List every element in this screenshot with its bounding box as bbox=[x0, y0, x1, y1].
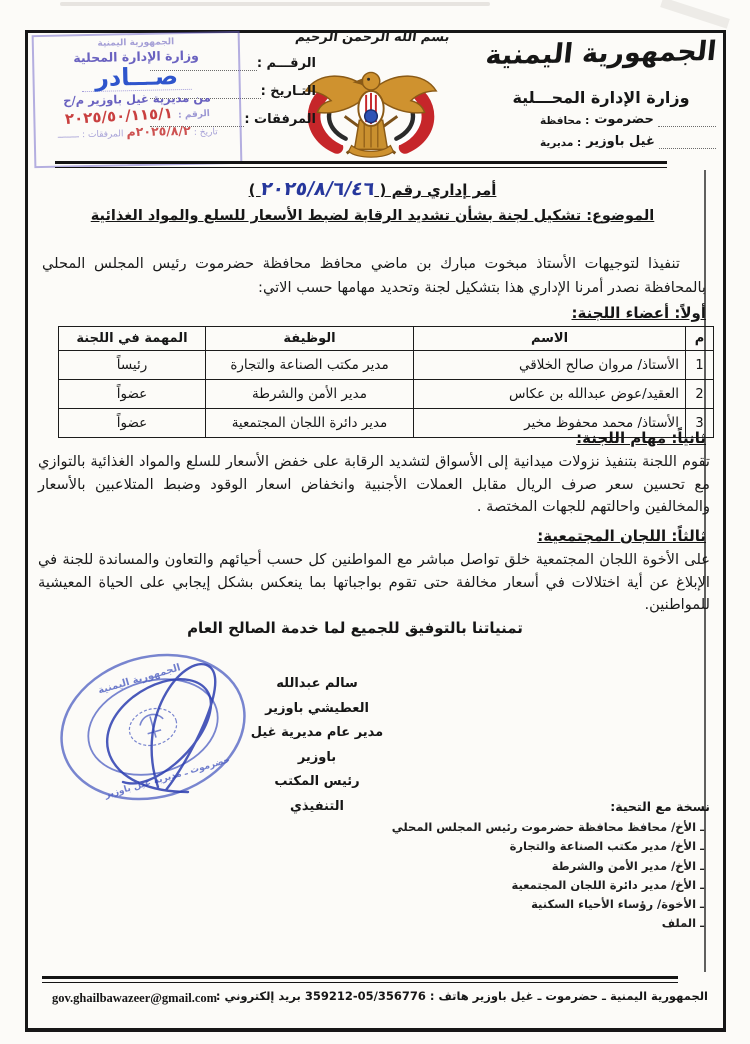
section2-heading bbox=[42, 429, 706, 447]
col-header-role: المهمة في اللجنة bbox=[59, 327, 206, 351]
cell-index: 1 bbox=[686, 351, 714, 380]
order-number-handwritten: ٢٠٢٥/٨/٦/٤٦ bbox=[258, 178, 377, 200]
cell-role: عضواً bbox=[59, 380, 206, 409]
cc-item: ـ الأخ/ مدير مكتب الصناعة والتجارة bbox=[509, 839, 704, 854]
order-title bbox=[25, 178, 720, 200]
cell-job: مدير دائرة اللجان المجتمعية bbox=[206, 409, 414, 438]
col-header-job: الوظيفة bbox=[206, 327, 414, 351]
section2-heading-text: ثانياً: مهام اللجنة: bbox=[576, 429, 706, 447]
cell-job: مدير الأمن والشرطة bbox=[206, 380, 414, 409]
scan-smudge bbox=[660, 0, 730, 29]
footer-address: الجمهورية اليمنية ـ حضرموت ـ غيل باوزير هاتف : 05/356776-359212 بريد إلكتروني : bbox=[215, 989, 708, 1003]
cell-job: مدير مكتب الصناعة والتجارة bbox=[206, 351, 414, 380]
attachments-label: المرفقات : bbox=[244, 112, 316, 127]
stamp-sader-word: صـــادر bbox=[81, 63, 193, 93]
stamp-attachments-label: المرفقات : bbox=[81, 129, 124, 141]
cell-name: الأستاذ/ مروان صالح الخلاقي bbox=[414, 351, 686, 380]
section3-heading bbox=[42, 527, 706, 545]
signatory-title-1: مدير عام مديرية غيل باوزير bbox=[250, 725, 384, 765]
signatory-title-2: رئيس المكتب التنفيذي bbox=[274, 774, 360, 814]
header-divider-rule bbox=[55, 161, 667, 168]
table-row bbox=[59, 351, 714, 380]
order-title-prefix: أمر إداري رقم ( bbox=[374, 181, 497, 199]
governorate-line bbox=[540, 112, 716, 127]
cell-name: الأستاذ/ محمد محفوظ مخير bbox=[414, 409, 686, 438]
subject-line: الموضوع: تشكيل لجنة بشأن تشديد الرقابة لضبط الأسعار للسلع والمواد الغذائية bbox=[90, 208, 655, 224]
ministry-name: وزارة الإدارة المحـــلية bbox=[512, 88, 690, 107]
stamp-attachments-value: ــــــــ bbox=[57, 130, 79, 142]
cc-item: ـ الأخ/ مدير الأمن والشرطة bbox=[551, 858, 704, 873]
round-stamp-top-text: الجمهورية اليمنية bbox=[96, 662, 182, 697]
cell-role: عضواً bbox=[59, 409, 206, 438]
order-title-suffix: ) bbox=[248, 181, 261, 199]
outgoing-stamp bbox=[32, 31, 243, 168]
cc-list bbox=[385, 799, 710, 934]
cc-title: نسخة مع التحية: bbox=[610, 799, 710, 814]
yemen-emblem-icon bbox=[297, 52, 445, 164]
district-value: غيل باوزير bbox=[586, 134, 655, 149]
district-line bbox=[540, 134, 716, 149]
stamp-date-line bbox=[36, 122, 240, 141]
intro-paragraph: تنفيذا لتوجيهات الأستاذ مبخوت مبارك بن ماضي محافظ محافظة حضرموت رئيس المجلس المحلي بالمحافظة نصدر أمرنا الإداري هذا بتشكيل لجنة وتحديد مهامها حسب الاتي: bbox=[42, 255, 706, 296]
cell-index: 2 bbox=[686, 380, 714, 409]
section1-heading bbox=[42, 304, 706, 322]
stamp-from-line: من مديرية غيل باوزير م/ح bbox=[63, 90, 211, 108]
section3-paragraph: على الأخوة اللجان المجتمعية خلق تواصل مباشر مع المواطنين كل حسب أحيائهم والتعاون والمساندة للجنة في الإبلاغ عن أية اختلالات في أسعار مخالفة حتى تقوم بواجباتها بما ينعكس بشكل إيجابي على الحياة المعيشية للمواطنين. bbox=[38, 551, 710, 614]
dotted-line bbox=[658, 114, 716, 127]
cell-name: العقيد/عوض عبدالله بن عكاس bbox=[414, 380, 686, 409]
cell-role: رئيساً bbox=[59, 351, 206, 380]
governorate-value: حضرموت bbox=[594, 112, 654, 127]
number-label: الرقـــم : bbox=[256, 56, 316, 71]
cc-item: ـ الأخوة/ رؤساء الأحياء السكنية bbox=[531, 897, 704, 912]
date-label: التـاريخ : bbox=[260, 84, 316, 99]
closing-wish-line: تمنياتنا بالتوفيق للجميع لما خدمة الصالح العام bbox=[187, 619, 523, 637]
col-header-name: الاسم bbox=[414, 327, 686, 351]
bismillah-calligraphy: بسم الله الرحمن الرحيم bbox=[294, 30, 451, 45]
committee-table bbox=[58, 326, 714, 438]
section2-paragraph: تقوم اللجنة بتنفيذ نزولات ميدانية إلى الأسواق لتشديد الرقابة على خفض الأسعار للسلع والمواد الغذائية بالتوازي مع تحسين سعر صرف الريال مقابل العملات الأجنبية وانخفاض اسعار الوقود وضبط المتلاعبين بالأسعار والمخالفين واحالتهم للجهات المختصة . bbox=[38, 453, 710, 516]
section1-heading-text: أولاً: أعضاء اللجنة: bbox=[571, 304, 706, 322]
stamp-date-label: تاريخ : bbox=[193, 127, 218, 139]
table-header-row bbox=[59, 327, 714, 351]
footer-divider-rule bbox=[42, 976, 678, 983]
col-header-index: م bbox=[686, 327, 714, 351]
stamp-date-value: ٢٠٢٥/٨/٢م bbox=[126, 123, 191, 140]
footer-email: gov.ghailbawazeer@gmail.com bbox=[52, 991, 218, 1005]
stamp-number-label: الرقم : bbox=[177, 109, 211, 122]
scan-smudge bbox=[60, 2, 490, 6]
signatory-name: سالم عبدالله العطيشي باوزير bbox=[265, 676, 369, 716]
dotted-line bbox=[659, 136, 716, 149]
district-label: مديرية : bbox=[540, 137, 582, 149]
stamp-ministry: وزارة الإدارة المحلية bbox=[73, 47, 200, 66]
table-row bbox=[59, 380, 714, 409]
signature-block bbox=[248, 672, 386, 819]
country-name-calligraphy: الجمهورية اليمنية bbox=[484, 35, 718, 72]
cc-item: ـ الأخ/ محافظ محافظة حضرموت رئيس المجلس المحلي bbox=[391, 820, 704, 834]
cc-item: ـ الملف bbox=[661, 916, 704, 931]
stamp-number-value: ٢٠٢٥/٥٠/١١٥/١ bbox=[64, 104, 174, 129]
section3-heading-text: ثالثاً: اللجان المجتمعية: bbox=[537, 527, 706, 545]
stamp-country: الجمهورية اليمنية bbox=[97, 37, 175, 49]
governorate-label: محافظة : bbox=[540, 115, 590, 127]
cc-item: ـ الأخ/ مدير دائرة اللجان المجتمعية bbox=[511, 877, 704, 892]
round-stamp-bottom-text: حضرموت ـ مديرية غيل باوزير bbox=[103, 755, 232, 801]
cell-index: 3 bbox=[686, 409, 714, 438]
